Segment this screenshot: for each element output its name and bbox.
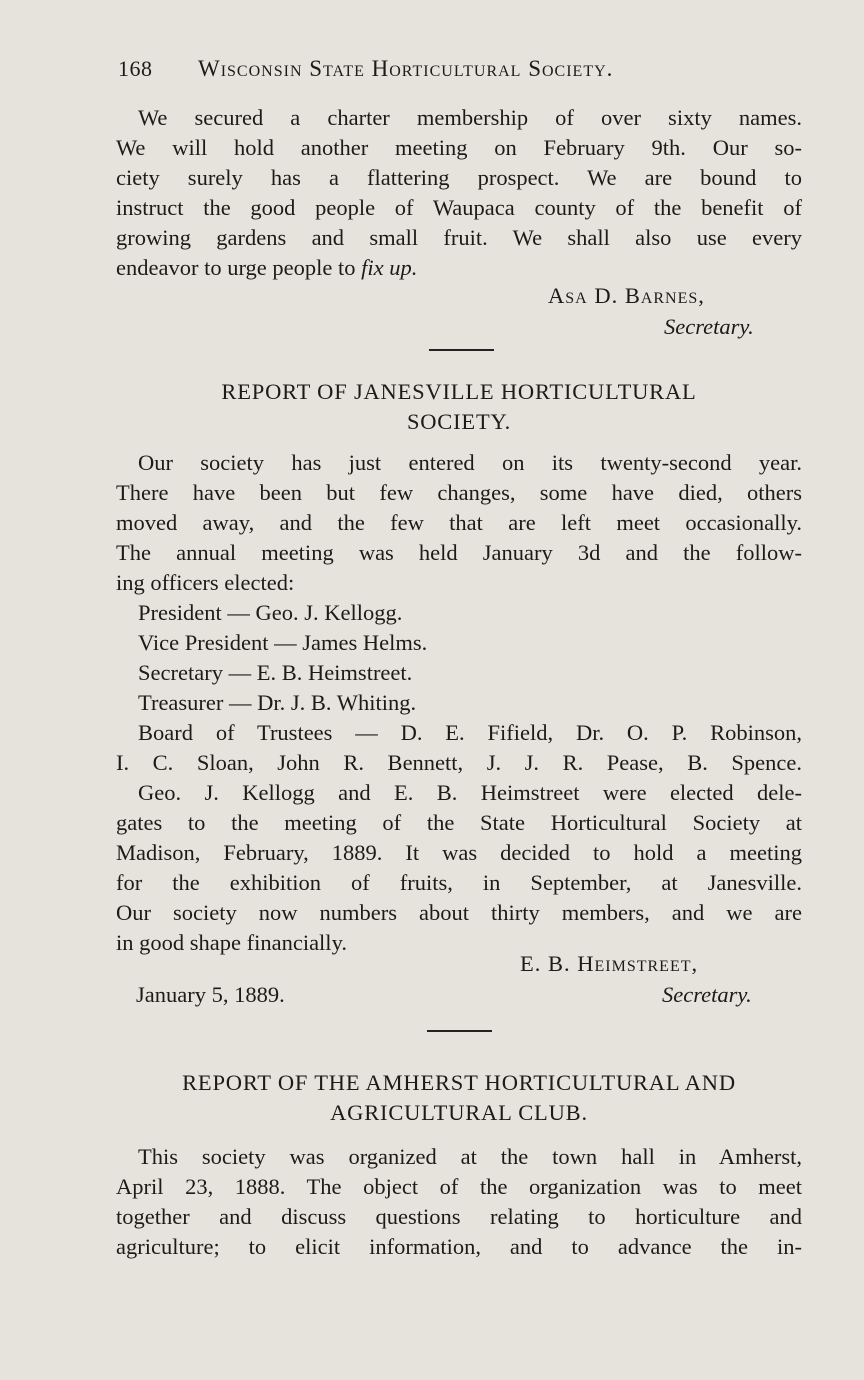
text-line: ing officers elected: — [116, 570, 295, 595]
text-line: Our society has just entered on its twenty-second year. — [138, 450, 802, 475]
text-line: in good shape financially. — [116, 930, 347, 955]
trustees-line: I. C. Sloan, John R. Bennett, J. J. R. Pease, B. Spence. — [116, 750, 802, 775]
page-number: 168 — [118, 56, 153, 81]
running-header — [118, 56, 808, 82]
text-line: endeavor to urge people to fix up. — [116, 255, 418, 280]
text-line: moved away, and the few that are left meet occasionally. — [116, 510, 802, 535]
officer-line: President — Geo. J. Kellogg. — [138, 600, 403, 625]
janesville-date: January 5, 1889. — [136, 982, 285, 1007]
text-line: agriculture; to elicit information, and to advance the in- — [116, 1234, 802, 1259]
waupaca-signature-title: Secretary. — [664, 314, 754, 339]
janesville-signature-name: E. B. Heimstreet, — [520, 951, 699, 976]
janesville-paragraph — [116, 448, 802, 958]
officer-line: Secretary — E. B. Heimstreet. — [138, 660, 413, 685]
amherst-paragraph — [116, 1142, 802, 1262]
waupaca-signature-name: Asa D. Barnes, — [548, 283, 705, 308]
janesville-signature-title: Secretary. — [662, 982, 752, 1007]
text-line: The annual meeting was held January 3d and the follow- — [116, 540, 802, 565]
officer-line: Vice President — James Helms. — [138, 630, 428, 655]
text-line: together and discuss questions relating to horticulture and — [116, 1204, 802, 1229]
text-line: Geo. J. Kellogg and E. B. Heimstreet were elected dele- — [138, 780, 802, 805]
waupaca-paragraph — [116, 103, 802, 283]
officer-line: Treasurer — Dr. J. B. Whiting. — [138, 690, 417, 715]
text-line: Madison, February, 1889. It was decided to hold a meeting — [116, 840, 802, 865]
text-line: growing gardens and small fruit. We shall also use every — [116, 225, 802, 250]
running-title: Wisconsin State Horticultural Society. — [198, 56, 614, 81]
text-line: There have been but few changes, some have died, others — [116, 480, 802, 505]
trustees-line: Board of Trustees — D. E. Fifield, Dr. O. P. Robinson, — [138, 720, 802, 745]
fix-up-italic: fix up. — [361, 255, 418, 280]
amherst-heading: REPORT OF THE AMHERST HORTICULTURAL AND AGRICULTURAL CLUB. — [182, 1070, 736, 1125]
section-divider — [429, 349, 494, 351]
text-line: Our society now numbers about thirty members, and we are — [116, 900, 802, 925]
text-line: April 23, 1888. The object of the organization was to meet — [116, 1174, 802, 1199]
text-line: instruct the good people of Waupaca county of the benefit of — [116, 195, 802, 220]
text-line: for the exhibition of fruits, in September, at Janesville. — [116, 870, 802, 895]
janesville-heading: REPORT OF JANESVILLE HORTICULTURAL SOCIETY. — [221, 379, 697, 434]
text-line: We will hold another meeting on February 9th. Our so- — [116, 135, 802, 160]
text-line: We secured a charter membership of over sixty names. — [138, 105, 802, 130]
text-line: gates to the meeting of the State Horticultural Society at — [116, 810, 802, 835]
text-line: This society was organized at the town hall in Amherst, — [138, 1144, 802, 1169]
text-line: ciety surely has a flattering prospect. We are bound to — [116, 165, 802, 190]
section-divider — [427, 1030, 492, 1032]
